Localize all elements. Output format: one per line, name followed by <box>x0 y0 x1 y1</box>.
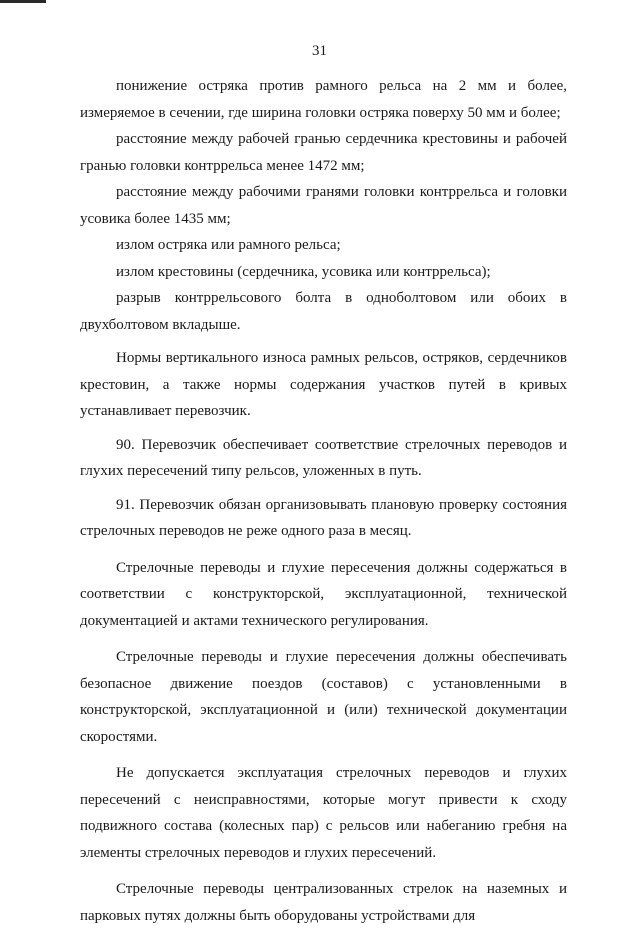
paragraph-7: Нормы вертикального износа рамных рельсов, остряков, сердечников крестовин, а также нормы содержания участков путей в кривых устанавливает перевозчик. <box>80 350 567 419</box>
paragraph-12: Не допускается эксплуатация стрелочных переводов и глухих пересечений с неисправностями, которые могут привести к сходу подвижного состава (колесных пар) с рельсов или набеганию гребня на элементы стрелочных переводов и глухих пересечений. <box>80 765 567 861</box>
paragraph-3: расстояние между рабочими гранями головки контррельса и головки усовика более 1435 мм; <box>80 184 567 227</box>
paragraph-8: 90. Перевозчик обеспечивает соответствие стрелочных переводов и глухих пересечений типу рельсов, уложенных в путь. <box>80 436 567 479</box>
paragraph-10: Стрелочные переводы и глухие пересечения должны содержаться в соответствии с конструкторской, эксплуатационной, технической документацией и актами технического регулирования. <box>80 559 567 629</box>
document-body <box>80 73 567 929</box>
paragraph-13: Стрелочные переводы централизованных стрелок на наземных и парковых путях должны быть оборудованы устройствами для <box>80 881 567 924</box>
paragraph-5: излом крестовины (сердечника, усовика или контррельса); <box>116 263 491 280</box>
paragraph-11: Стрелочные переводы и глухие пересечения должны обеспечивать безопасное движение поездов (составов) с установленными в конструкторской, эксплуатационной и (или) технической документации скоростями. <box>80 649 567 745</box>
paragraph-2: расстояние между рабочей гранью сердечника крестовины и рабочей гранью головки контррельса менее 1472 мм; <box>80 131 567 174</box>
paragraph-1: понижение остряка против рамного рельса на 2 мм и более, измеряемое в сечении, где ширина головки остряка поверху 50 мм и более; <box>80 78 567 121</box>
paragraph-9: 91. Перевозчик обязан организовывать плановую проверку состояния стрелочных переводов не реже одного раза в месяц. <box>80 496 567 539</box>
page-number: 31 <box>312 43 327 59</box>
paragraph-6: разрыв контррельсового болта в одноболтовом или обоих в двухболтовом вкладыше. <box>80 290 567 333</box>
paragraph-4: излом остряка или рамного рельса; <box>116 237 341 253</box>
top-edge-rule <box>0 0 46 3</box>
